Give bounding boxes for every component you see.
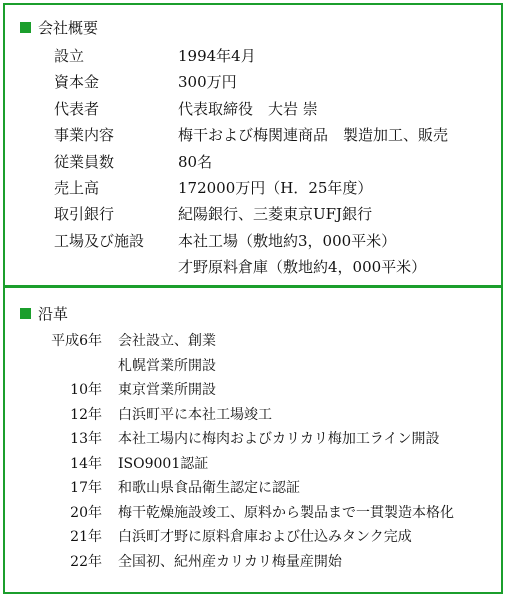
square-bullet-icon (20, 22, 31, 33)
profile-value: 梅干および梅関連商品 製造加工、販売 (178, 126, 449, 145)
profile-label: 資本金 (54, 73, 100, 92)
history-event: 白浜町才野に原料倉庫および仕込みタンク完成 (118, 529, 412, 545)
square-bullet-icon (20, 308, 31, 319)
profile-value: 1994年4月 (178, 47, 256, 65)
profile-label: 従業員数 (54, 152, 115, 171)
profile-row (54, 256, 426, 280)
history-row (0, 330, 510, 354)
company-heading: 会社概要 (38, 18, 99, 37)
history-year: 平成6年 (51, 333, 102, 349)
history-year: 21年 (70, 529, 102, 545)
history-row (0, 526, 510, 550)
history-year: 10年 (70, 382, 102, 398)
history-event: 会社設立、創業 (118, 333, 216, 349)
history-row (0, 502, 510, 526)
history-event: 東京営業所開設 (118, 382, 216, 398)
history-year: 17年 (70, 480, 102, 496)
profile-row (54, 177, 372, 201)
history-row (0, 428, 510, 452)
profile-row (54, 98, 318, 122)
profile-value: 172000万円（H．25年度） (178, 179, 373, 197)
profile-label: 代表者 (54, 99, 100, 118)
profile-row (54, 124, 448, 148)
company-section-header (20, 17, 98, 37)
history-row (0, 477, 510, 501)
section-divider (3, 285, 503, 288)
history-year: 13年 (70, 431, 102, 447)
history-section-header (20, 303, 68, 323)
history-row (0, 379, 510, 403)
history-event: ISO9001認証 (118, 455, 209, 472)
history-event: 全国初、紀州産カリカリ梅量産開始 (118, 553, 342, 570)
history-row (0, 453, 510, 477)
profile-row (54, 151, 212, 175)
history-event: 和歌山県食品衛生認定に認証 (118, 480, 300, 496)
history-event: 本社工場内に梅肉およびカリカリ梅加工ライン開設 (118, 431, 440, 447)
profile-row (54, 230, 396, 254)
history-year: 14年 (70, 455, 102, 472)
history-year: 22年 (70, 553, 102, 570)
profile-row (54, 203, 372, 227)
profile-label: 設立 (54, 47, 85, 65)
history-row (0, 355, 510, 379)
profile-value: 紀陽銀行、三菱東京UFJ銀行 (178, 205, 373, 224)
history-event: 札幌営業所開設 (118, 357, 216, 374)
profile-value: 80名 (178, 152, 213, 171)
history-year: 12年 (70, 406, 102, 423)
profile-row (54, 71, 237, 95)
history-row (0, 551, 510, 575)
profile-label: 事業内容 (54, 126, 115, 145)
profile-label: 工場及び施設 (54, 231, 145, 250)
history-event: 梅干乾燥施設竣工、原料から製品まで一貫製造本格化 (118, 504, 454, 521)
history-event: 白浜町平に本社工場竣工 (118, 406, 272, 423)
profile-value: 代表取締役 大岩 崇 (178, 99, 318, 118)
profile-value: 本社工場（敷地約3，000平米） (178, 231, 397, 250)
profile-value: 才野原料倉庫（敷地約4，000平米） (178, 258, 427, 277)
profile-value: 300万円 (178, 73, 237, 92)
history-heading: 沿革 (38, 304, 69, 323)
profile-label: 取引銀行 (54, 205, 115, 224)
profile-label: 売上高 (54, 179, 100, 197)
history-row (0, 404, 510, 428)
profile-row (54, 45, 256, 69)
history-year: 20年 (70, 504, 102, 521)
